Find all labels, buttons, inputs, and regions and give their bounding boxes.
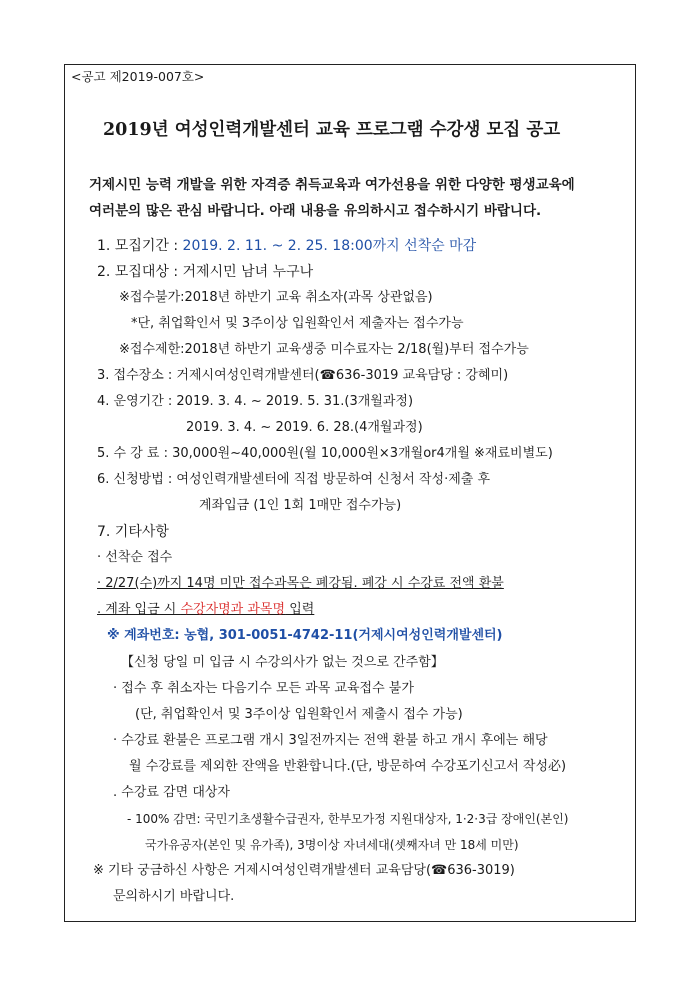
operation-line-1: 4. 운영기간 : 2019. 3. 4. ~ 2019. 5. 31.(3개월과정) bbox=[97, 394, 414, 409]
restriction-1: ※접수불가:2018년 하반기 교육 취소자(과목 상관없음) bbox=[119, 290, 433, 305]
notice-document bbox=[64, 64, 636, 922]
bracket-note: 【신청 당일 미 입금 시 수강의사가 없는 것으로 간주함】 bbox=[121, 655, 444, 670]
apply-line-2: 계좌입금 (1인 1회 1매만 접수가능) bbox=[199, 498, 402, 513]
period-line bbox=[97, 237, 476, 255]
contact-line-2: 문의하시기 바랍니다. bbox=[113, 889, 235, 904]
restriction-1-note: *단, 취업확인서 및 3주이상 입원확인서 제출자는 접수가능 bbox=[131, 316, 464, 331]
fee-line: 5. 수 강 료 : 30,000원~40,000원(월 10,000원×3개월or4개월 ※재료비별도) bbox=[97, 446, 553, 461]
contact-line-1: ※ 기타 궁금하신 사항은 거제시여성인력개발센터 교육담당(☎636-3019) bbox=[93, 863, 515, 878]
restriction-2: ※접수제한:2018년 하반기 교육생중 미수료자는 2/18(월)부터 접수가능 bbox=[119, 342, 529, 357]
etc-deposit bbox=[97, 601, 314, 619]
page-title: 2019년 여성인력개발센터 교육 프로그램 수강생 모집 공고 bbox=[103, 120, 561, 140]
etc-title: 7. 기타사항 bbox=[97, 524, 169, 540]
account-line: ※ 계좌번호: 농협, 301-0051-4742-11(거제시여성인력개발센터) bbox=[107, 628, 503, 643]
target-line: 2. 모집대상 : 거제시민 남녀 누구나 bbox=[97, 264, 314, 280]
discount-title: . 수강료 감면 대상자 bbox=[113, 785, 230, 800]
notice-number: <공고 제2019-007호> bbox=[71, 69, 205, 84]
deposit-text-c: 입력 bbox=[285, 602, 315, 617]
place-line: 3. 접수장소 : 거제시여성인력개발센터(☎636-3019 교육담당 : 강혜미) bbox=[97, 368, 509, 383]
etc-cancel: · 2/27(수)까지 14명 미만 접수과목은 폐강됨. 폐강 시 수강료 전액 환불 bbox=[97, 576, 504, 591]
etc-first-come: · 선착순 접수 bbox=[97, 550, 173, 565]
discount-line-1: - 100% 감면: 국민기초생활수급권자, 한부모가정 지원대상자, 1·2·3급 장애인(본인) bbox=[127, 812, 569, 826]
period-label: 1. 모집기간 : bbox=[97, 238, 179, 254]
deposit-highlight: 수강자명과 과목명 bbox=[180, 602, 286, 617]
apply-line-1: 6. 신청방법 : 여성인력개발센터에 직접 방문하여 신청서 작성·제출 후 bbox=[97, 472, 491, 487]
cancel-rule-2: (단, 취업확인서 및 3주이상 입원확인서 제출시 접수 가능) bbox=[135, 707, 463, 722]
period-value: 2019. 2. 11. ~ 2. 25. 18:00까지 선착순 마감 bbox=[182, 238, 477, 254]
operation-line-2: 2019. 3. 4. ~ 2019. 6. 28.(4개월과정) bbox=[186, 420, 423, 435]
cancel-rule-1: · 접수 후 취소자는 다음기수 모든 과목 교육접수 불가 bbox=[113, 681, 414, 696]
refund-line-2: 월 수강료를 제외한 잔액을 반환합니다.(단, 방문하여 수강포기신고서 작성必) bbox=[129, 759, 567, 774]
intro-line-1: 거제시민 능력 개발을 위한 자격증 취득교육과 여가선용을 위한 다양한 평생교육에 bbox=[89, 177, 575, 193]
intro-line-2: 여러분의 많은 관심 바랍니다. 아래 내용을 유의하시고 접수하시기 바랍니다. bbox=[89, 203, 542, 219]
discount-line-2: 국가유공자(본인 및 유가족), 3명이상 자녀세대(셋째자녀 만 18세 미만) bbox=[145, 838, 519, 852]
refund-line-1: · 수강료 환불은 프로그램 개시 3일전까지는 전액 환불 하고 개시 후에는 해당 bbox=[113, 733, 548, 748]
deposit-text-a: . 계좌 입금 시 bbox=[97, 602, 181, 617]
